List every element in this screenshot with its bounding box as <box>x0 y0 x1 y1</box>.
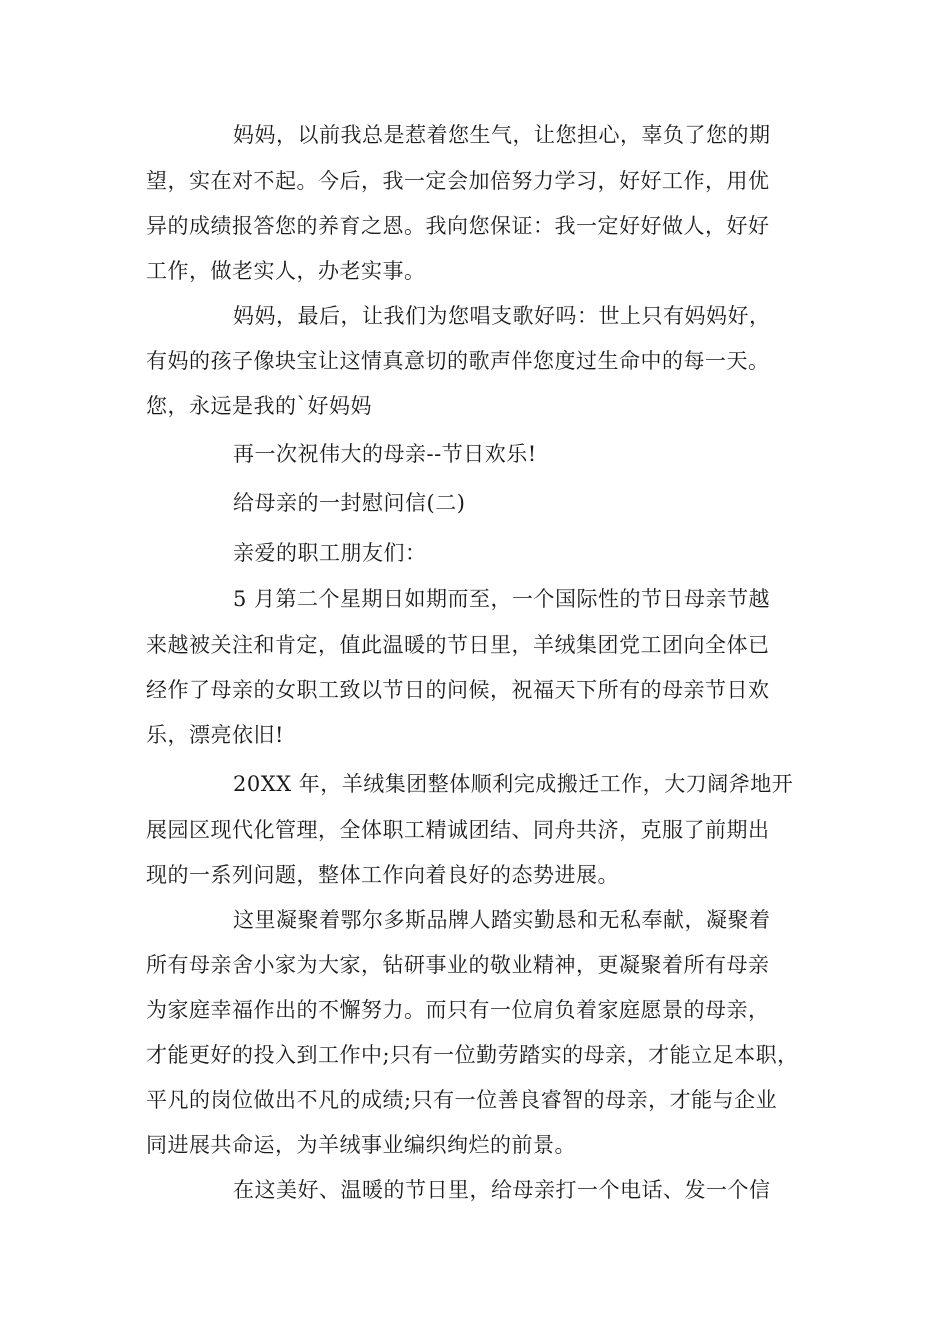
text-line: 乐，漂亮依旧! <box>146 723 284 747</box>
text-line: 您，永远是我的`好妈妈 <box>146 394 372 418</box>
text-line: 展园区现代化管理，全体职工精诚团结、同舟共济，克服了前期出 <box>146 818 770 842</box>
text-line: 有妈的孩子像块宝让这情真意切的歌声伴您度过生命中的每一天。 <box>146 349 770 373</box>
text-line: 同进展共命运，为羊绒事业编织绚烂的前景。 <box>146 1133 576 1157</box>
text-line: 经作了母亲的女职工致以节日的问候，祝福天下所有的母亲节日欢 <box>146 678 770 702</box>
text-line: 平凡的岗位做出不凡的成绩;只有一位善良睿智的母亲，才能与企业 <box>146 1088 778 1112</box>
text-line: 在这美好、温暖的节日里，给母亲打一个电话、发一个信 <box>233 1178 771 1202</box>
text-line: 妈妈，以前我总是惹着您生气，让您担心，辜负了您的期 <box>233 123 771 147</box>
text-line: 为家庭幸福作出的不懈努力。而只有一位肩负着家庭愿景的母亲， <box>146 998 770 1022</box>
text-line: 20XX 年，羊绒集团整体顺利完成搬迁工作，大刀阔斧地开 <box>233 772 794 796</box>
text-line: 望，实在对不起。今后，我一定会加倍努力学习，好好工作，用优 <box>146 169 770 193</box>
text-line: 工作，做老实人，办老实事。 <box>146 259 426 283</box>
letter-title: 给母亲的一封慰问信(二) <box>233 491 466 515</box>
salutation: 亲爱的职工朋友们： <box>233 541 427 565</box>
text-line: 来越被关注和肯定，值此温暖的节日里，羊绒集团党工团向全体已 <box>146 633 770 657</box>
text-line: 所有母亲舍小家为大家，钻研事业的敬业精神，更凝聚着所有母亲 <box>146 953 770 977</box>
text-line: 这里凝聚着鄂尔多斯品牌人踏实勤恳和无私奉献，凝聚着 <box>233 908 771 932</box>
text-line: 才能更好的投入到工作中;只有一位勤劳踏实的母亲，才能立足本职， <box>146 1043 799 1067</box>
text-line: 妈妈，最后，让我们为您唱支歌好吗：世上只有妈妈好， <box>233 304 771 328</box>
text-line: 5 月第二个星期日如期而至，一个国际性的节日母亲节越 <box>233 587 771 611</box>
closing-wish: 再一次祝伟大的母亲--节日欢乐! <box>233 442 537 466</box>
text-line: 现的一系列问题，整体工作向着良好的态势进展。 <box>146 863 619 887</box>
text-line: 异的成绩报答您的养育之恩。我向您保证：我一定好好做人，好好 <box>146 214 770 238</box>
